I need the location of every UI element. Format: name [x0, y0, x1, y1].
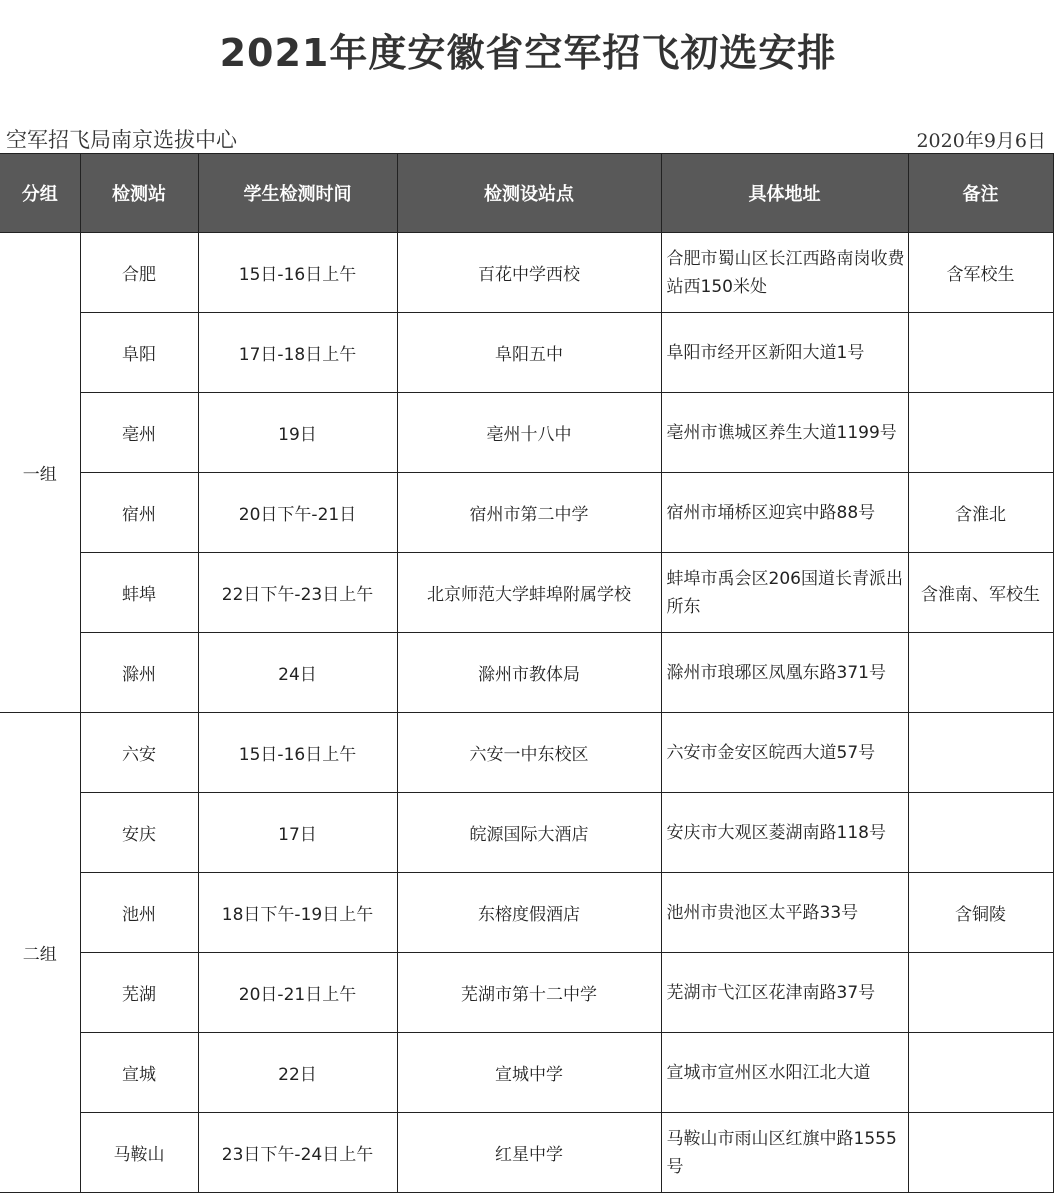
site-cell: 百花中学西校 — [397, 233, 661, 313]
note-cell — [908, 953, 1053, 1033]
note-cell — [908, 713, 1053, 793]
note-cell — [908, 793, 1053, 873]
address-cell: 阜阳市经开区新阳大道1号 — [661, 313, 908, 393]
note-cell — [908, 1033, 1053, 1113]
station-cell: 阜阳 — [80, 313, 198, 393]
time-cell: 20日-21日上午 — [198, 953, 397, 1033]
column-header-site: 检测设站点 — [397, 154, 661, 233]
time-cell: 18日下午-19日上午 — [198, 873, 397, 953]
note-cell: 含淮北 — [908, 473, 1053, 553]
table-row — [0, 553, 1053, 633]
site-cell: 阜阳五中 — [397, 313, 661, 393]
group-cell: 二组 — [0, 713, 80, 1193]
station-cell: 宿州 — [80, 473, 198, 553]
note-cell — [908, 393, 1053, 473]
address-cell: 蚌埠市禹会区206国道长青派出所东 — [661, 553, 908, 633]
note-cell — [908, 313, 1053, 393]
time-cell: 22日下午-23日上午 — [198, 553, 397, 633]
column-header-note: 备注 — [908, 154, 1053, 233]
station-cell: 宣城 — [80, 1033, 198, 1113]
column-header-address: 具体地址 — [661, 154, 908, 233]
site-cell: 宣城中学 — [397, 1033, 661, 1113]
table-row — [0, 793, 1053, 873]
address-cell: 合肥市蜀山区长江西路南岗收费站西150米处 — [661, 233, 908, 313]
site-cell: 红星中学 — [397, 1113, 661, 1193]
table-row — [0, 713, 1053, 793]
address-cell: 宣城市宣州区水阳江北大道 — [661, 1033, 908, 1113]
table-row — [0, 233, 1053, 313]
column-header-group: 分组 — [0, 154, 80, 233]
table-header-row — [0, 154, 1053, 233]
time-cell: 19日 — [198, 393, 397, 473]
page-title: 2021年度安徽省空军招飞初选安排 — [219, 31, 837, 75]
time-cell: 15日-16日上午 — [198, 713, 397, 793]
table-row — [0, 473, 1053, 553]
site-cell: 北京师范大学蚌埠附属学校 — [397, 553, 661, 633]
address-cell: 亳州市谯城区养生大道1199号 — [661, 393, 908, 473]
table-row — [0, 1033, 1053, 1113]
organization-label: 空军招飞局南京选拔中心 — [6, 128, 237, 152]
address-cell: 安庆市大观区菱湖南路118号 — [661, 793, 908, 873]
station-cell: 合肥 — [80, 233, 198, 313]
table-row — [0, 633, 1053, 713]
station-cell: 蚌埠 — [80, 553, 198, 633]
station-cell: 亳州 — [80, 393, 198, 473]
address-cell: 滁州市琅琊区凤凰东路371号 — [661, 633, 908, 713]
table-row — [0, 393, 1053, 473]
address-cell: 宿州市埇桥区迎宾中路88号 — [661, 473, 908, 553]
address-cell: 六安市金安区皖西大道57号 — [661, 713, 908, 793]
table-row — [0, 873, 1053, 953]
note-cell — [908, 633, 1053, 713]
time-cell: 23日下午-24日上午 — [198, 1113, 397, 1193]
date-label: 2020年9月6日 — [916, 130, 1046, 152]
table-row — [0, 1113, 1053, 1193]
station-cell: 池州 — [80, 873, 198, 953]
time-cell: 15日-16日上午 — [198, 233, 397, 313]
table-row — [0, 953, 1053, 1033]
site-cell: 芜湖市第十二中学 — [397, 953, 661, 1033]
address-cell: 芜湖市弋江区花津南路37号 — [661, 953, 908, 1033]
group-cell: 一组 — [0, 233, 80, 713]
station-cell: 芜湖 — [80, 953, 198, 1033]
site-cell: 东榕度假酒店 — [397, 873, 661, 953]
column-header-station: 检测站 — [80, 154, 198, 233]
station-cell: 马鞍山 — [80, 1113, 198, 1193]
site-cell: 宿州市第二中学 — [397, 473, 661, 553]
column-header-time: 学生检测时间 — [198, 154, 397, 233]
table-row — [0, 313, 1053, 393]
station-cell: 安庆 — [80, 793, 198, 873]
note-cell — [908, 1113, 1053, 1193]
station-cell: 六安 — [80, 713, 198, 793]
site-cell: 皖源国际大酒店 — [397, 793, 661, 873]
site-cell: 滁州市教体局 — [397, 633, 661, 713]
site-cell: 六安一中东校区 — [397, 713, 661, 793]
time-cell: 22日 — [198, 1033, 397, 1113]
time-cell: 17日 — [198, 793, 397, 873]
station-cell: 滁州 — [80, 633, 198, 713]
schedule-table — [0, 153, 1054, 1193]
address-cell: 马鞍山市雨山区红旗中路1555号 — [661, 1113, 908, 1193]
note-cell: 含军校生 — [908, 233, 1053, 313]
site-cell: 亳州十八中 — [397, 393, 661, 473]
note-cell: 含铜陵 — [908, 873, 1053, 953]
time-cell: 17日-18日上午 — [198, 313, 397, 393]
address-cell: 池州市贵池区太平路33号 — [661, 873, 908, 953]
note-cell: 含淮南、军校生 — [908, 553, 1053, 633]
time-cell: 24日 — [198, 633, 397, 713]
time-cell: 20日下午-21日 — [198, 473, 397, 553]
